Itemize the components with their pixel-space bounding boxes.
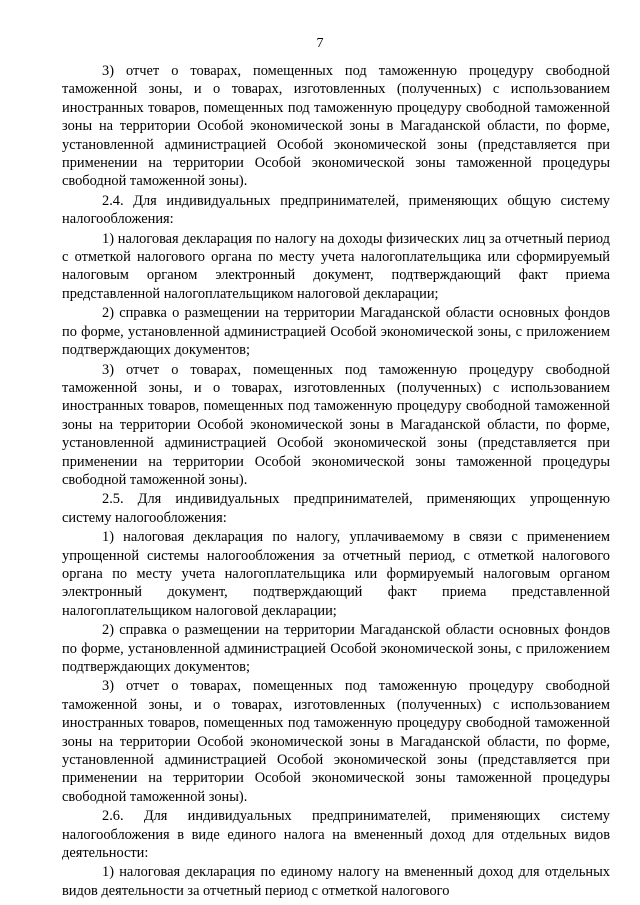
paragraph-item-1-tax-declaration: 1) налоговая декларация по налогу на доходы физических лиц за отчетный период с отметкой налогового органа по месту учета налогоплательщика или сформируемый налоговым органом электронный документ, подтверждающий факт приема представленной налогоплательщиком налоговой декларации; — [62, 230, 610, 302]
document-body — [62, 62, 610, 901]
paragraph-item-2-fixed-assets: 2) справка о размещении на территории Магаданской области основных фондов по форме, установленной администрацией Особой экономической зоны, с приложением подтверждающих документов; — [62, 305, 610, 359]
page-number: 7 — [316, 36, 324, 51]
paragraph-item-3-report-goods: 3) отчет о товарах, помещенных под таможенную процедуру свободной таможенной зоны, и о товарах, изготовленных (полученных) с использованием иностранных товаров, помещенных под таможенную процедуру свободной таможенной зоны на территории Особой экономической зоны в Магаданской области, по форме, установленной администрацией Особой экономической зоны (представляется при применении на территории Особой экономической зоны таможенной процедуры свободной таможенной зоны). — [62, 361, 610, 488]
paragraph-item-3-report-goods: 3) отчет о товарах, помещенных под таможенную процедуру свободной таможенной зоны, и о товарах, изготовленных (полученных) с использованием иностранных товаров, помещенных под таможенную процедуру свободной таможенной зоны на территории Особой экономической зоны в Магаданской области, по форме, установленной администрацией Особой экономической зоны (представляется при применении на территории Особой экономической зоны таможенной процедуры свободной таможенной зоны). — [62, 678, 610, 805]
paragraph-item-3-report-goods: 3) отчет о товарах, помещенных под таможенную процедуру свободной таможенной зоны, и о товарах, изготовленных (полученных) с использованием иностранных товаров, помещенных под таможенную процедуру свободной таможенной зоны на территории Особой экономической зоны в Магаданской области, по форме, установленной администрацией Особой экономической зоны (представляется при применении на территории Особой экономической зоны таможенной процедуры свободной таможенной зоны). — [62, 63, 610, 190]
section-heading-2-5: 2.5. Для индивидуальных предпринимателей, применяющих упрощенную систему налогообложения: — [62, 491, 610, 526]
paragraph-item-2-fixed-assets: 2) справка о размещении на территории Магаданской области основных фондов по форме, установленной администрацией Особой экономической зоны, с приложением подтверждающих документов; — [62, 622, 610, 675]
paragraph-item-1-tax-declaration: 1) налоговая декларация по налогу, уплачиваемому в связи с применением упрощенной системы налогообложения за отчетный период, с отметкой налогового органа по месту учета налогоплательщика или формируемый налоговым органом электронный документ, подтверждающий факт приема представленной налогоплательщиком налоговой декларации; — [62, 529, 610, 619]
paragraph-item-1-tax-declaration: 1) налоговая декларация по единому налогу на вмененный доход для отдельных видов деятельности за отчетный период с отметкой налогового — [62, 864, 610, 899]
section-heading-2-4: 2.4. Для индивидуальных предпринимателей, применяющих общую систему налогообложения: — [62, 192, 610, 228]
section-heading-2-6: 2.6. Для индивидуальных предпринимателей, применяющих систему налогообложения в виде единого налога на вмененный доход для отдельных видов деятельности: — [62, 808, 610, 862]
